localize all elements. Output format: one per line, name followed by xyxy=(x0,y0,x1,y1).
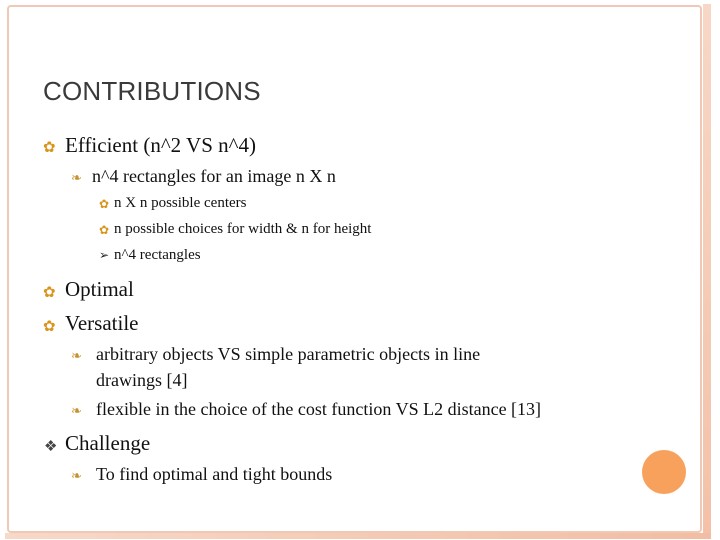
gear-icon: ✿ xyxy=(43,319,56,335)
scroll-icon: ❧ xyxy=(71,403,82,418)
bullet-arbitrary-line2: drawings [4] xyxy=(96,370,188,390)
bullet-arbitrary-line1: arbitrary objects VS simple parametric objects in line xyxy=(96,344,481,364)
scroll-icon: ❧ xyxy=(71,170,82,185)
scroll-icon: ❧ xyxy=(71,468,82,483)
bullet-flexible: flexible in the choice of the cost function VS L2 distance [13] xyxy=(96,399,542,419)
bullet-efficient: Efficient (n^2 VS n^4) xyxy=(65,133,256,157)
diamond-icon: ❖ xyxy=(44,439,58,455)
bullet-centers: n X n possible centers xyxy=(114,195,247,211)
arrow-icon: ➢ xyxy=(99,248,110,262)
bullet-rectangles: n^4 rectangles for an image n X n xyxy=(92,166,336,186)
gear-icon: ✿ xyxy=(43,285,56,301)
gear-icon: ✿ xyxy=(99,197,110,211)
bullet-versatile: Versatile xyxy=(65,311,139,335)
bullet-challenge: Challenge xyxy=(65,431,151,455)
frame-shadow-right xyxy=(703,4,711,535)
decorative-circle xyxy=(642,450,686,494)
gear-icon: ✿ xyxy=(43,140,56,156)
bullet-tofind: To find optimal and tight bounds xyxy=(96,464,333,484)
gear-icon: ✿ xyxy=(99,223,110,237)
scroll-icon: ❧ xyxy=(71,348,82,363)
frame-shadow-bottom xyxy=(5,533,711,539)
bullet-n4: n^4 rectangles xyxy=(114,247,201,263)
slide-title: CONTRIBUTIONS xyxy=(43,76,261,106)
bullet-choices: n possible choices for width & n for height xyxy=(114,221,372,237)
bullet-optimal: Optimal xyxy=(65,277,134,301)
